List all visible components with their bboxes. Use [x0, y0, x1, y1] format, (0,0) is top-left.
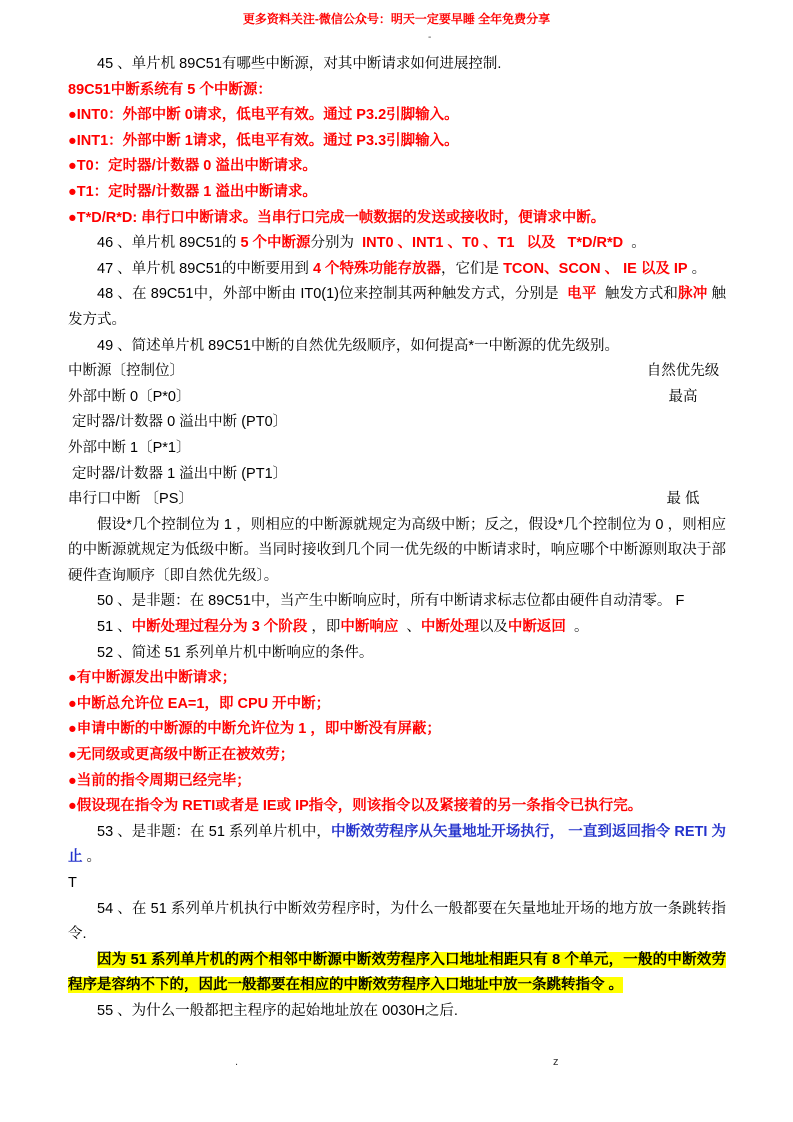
- text-segment: ●INT1：外部中断 1请求，低电平有效。通过 P3.3引脚输入。: [68, 132, 459, 149]
- answer-49-paragraph: [68, 513, 726, 590]
- text-segment: 定时器/计数器 1 溢出中断 (PT1〕: [68, 465, 288, 482]
- bullet-condition-4: [68, 743, 726, 769]
- text-segment: 46 、单片机 89C51的: [97, 235, 241, 252]
- bullet-condition-3: [68, 717, 726, 743]
- text-segment: 49 、简述单片机 89C51中断的自然优先级顺序，如何提高*一中断源的优先级别。: [97, 337, 620, 354]
- bullet-condition-5: [68, 769, 726, 795]
- text-segment: ●有中断源发出中断请求；: [68, 670, 237, 687]
- priority-level-label: 最 低: [666, 491, 700, 508]
- text-segment: 以及: [478, 619, 508, 636]
- priority-header-row: [68, 359, 726, 385]
- bullet-condition-2: [68, 692, 726, 718]
- text-segment: ●无同级或更高级中断正在被效劳；: [68, 747, 295, 764]
- bullet-condition-6: [68, 794, 726, 820]
- text-segment: ●假设现在指令为 RETI或者是 IE或 IP指令，则该指令以及紧接着的另一条指令已执行完。: [68, 798, 643, 815]
- text-segment: 5 个中断源: [240, 235, 311, 252]
- text-segment: ●T0：定时器/计数器 0 溢出中断请求。: [68, 158, 317, 175]
- text-segment: 外部中断 1〔P*1〕: [68, 439, 191, 456]
- priority-row-ext1: [68, 436, 726, 462]
- question-50: [68, 589, 726, 615]
- text-segment: 、: [398, 619, 421, 636]
- bullet-t1: [68, 180, 726, 206]
- text-segment: 中断返回: [507, 619, 566, 636]
- text-segment: ●申请中断的中断源的中断允许位为 1 ，即中断没有屏蔽；: [68, 721, 441, 738]
- text-segment: 54 、在 51 系列单片机执行中断效劳程序时，为什么一般都要在矢量地址开场的地方放一条跳转指令.: [68, 900, 726, 943]
- text-segment: 电平: [567, 286, 597, 303]
- question-47: [68, 257, 726, 283]
- text-segment: 。: [82, 849, 102, 866]
- stray-mark: -: [428, 32, 432, 43]
- bullet-int0: [68, 103, 726, 129]
- text-segment: ，即: [307, 619, 341, 636]
- question-52: [68, 641, 726, 667]
- answer-45-intro: [68, 78, 726, 104]
- question-48: [68, 282, 726, 333]
- text-segment: 分别为: [310, 235, 363, 252]
- page-header-text: 更多资料关注-微信公众号：明天一定要早睡 全年免费分享: [242, 12, 551, 26]
- text-segment: T: [68, 875, 77, 891]
- text-segment: 48 、在 89C51中，外部中断由 IT0(1)位来控制其两种触发方式，分别是: [97, 286, 568, 303]
- text-segment: 串行口中断 〔PS〕: [68, 491, 193, 508]
- text-segment: ●T1：定时器/计数器 1 溢出中断请求。: [68, 183, 317, 200]
- text-segment: 55 、为什么一般都把主程序的起始地址放在 0030H之后.: [97, 1002, 458, 1019]
- text-segment: 定时器/计数器 0 溢出中断 (PT0〕: [68, 414, 288, 431]
- bullet-int1: [68, 129, 726, 155]
- question-49: [68, 334, 726, 360]
- question-46: [68, 231, 726, 257]
- priority-row-timer1: [68, 462, 726, 488]
- priority-row-ext0: [68, 385, 726, 411]
- text-segment: 因为 51 系列单片机的两个相邻中断源中断效劳程序入口地址相距只有 8 个单元，一般的中断效劳程序是容纳不下的，因此一般都要在相应的中断效劳程序入口地址中放一条跳转指令 。: [68, 951, 726, 994]
- question-45: [68, 52, 726, 78]
- text-segment: 中断响应: [340, 619, 399, 636]
- answer-54-highlight: [68, 948, 726, 999]
- text-segment: 。: [565, 619, 589, 636]
- text-segment: 89C51中断系统有 5 个中断源：: [68, 81, 272, 98]
- text-segment: 中断效劳程序从矢量地址开场执行， 一直到返回指令 RETI 为止: [68, 823, 726, 866]
- text-segment: 4 个特殊功能存放器: [312, 260, 442, 277]
- question-54: [68, 897, 726, 948]
- document-body: [68, 52, 726, 1025]
- priority-level-label: 最高: [668, 388, 698, 405]
- bullet-txd-rxd: [68, 206, 726, 232]
- text-segment: 51 、: [97, 619, 132, 636]
- question-55: [68, 999, 726, 1025]
- text-segment: 中断处理过程分为 3 个阶段: [131, 619, 308, 636]
- text-segment: 47 、单片机 89C51的中断要用到: [97, 260, 313, 277]
- text-segment: 中断处理: [420, 619, 479, 636]
- priority-row-timer0: [68, 410, 726, 436]
- text-segment: 假设*几个控制位为 1 ，则相应的中断源就规定为高级中断；反之，假设*几个控制位为 0 ，则相应的中断源就规定为低级中断。当同时接收到几个同一优先级的中断请求时，响应哪个中断源则取决于部硬件查询顺序〔即自然优先级〕。: [68, 516, 726, 584]
- text-segment: 触发方式。: [68, 286, 727, 328]
- text-segment: ，它们是: [441, 260, 504, 277]
- text-segment: TCON、SCON 、 IE 以及 IP: [503, 260, 688, 277]
- text-segment: 触发方式和: [596, 286, 679, 303]
- priority-level-label: 自然优先级: [646, 363, 720, 380]
- text-segment: 45 、单片机 89C51有哪些中断源，对其中断请求如何进展控制.: [97, 56, 502, 72]
- text-segment: 53 、是非题：在 51 系列单片机中，: [97, 823, 331, 840]
- footer-dot: .: [235, 1056, 239, 1068]
- text-segment: 脉冲: [678, 286, 708, 303]
- text-segment: 外部中断 0〔P*0〕: [68, 388, 191, 405]
- text-segment: ●中断总允许位 EA=1，即 CPU 开中断；: [68, 695, 331, 712]
- text-segment: 52 、简述 51 系列单片机中断响应的条件。: [97, 644, 374, 661]
- question-53: [68, 820, 726, 871]
- text-segment: INT0 、INT1 、T0 、T1 以及 T*D/R*D: [362, 235, 624, 252]
- bullet-condition-1: [68, 666, 726, 692]
- priority-row-serial: [68, 487, 726, 513]
- text-segment: ●INT0：外部中断 0请求，低电平有效。通过 P3.2引脚输入。: [68, 107, 459, 124]
- text-segment: 。: [687, 260, 707, 277]
- footer-page-mark: z: [553, 1056, 559, 1068]
- question-51: [68, 615, 726, 641]
- text-segment: 中断源〔控制位〕: [68, 363, 184, 380]
- text-segment: 50 、是非题：在 89C51中，当产生中断响应时，所有中断请求标志位都由硬件自动清零。 F: [97, 593, 685, 610]
- text-segment: 。: [623, 235, 646, 252]
- bullet-t0: [68, 154, 726, 180]
- answer-53-true: [68, 871, 726, 897]
- text-segment: ●T*D/R*D: 串行口中断请求。当串行口完成一帧数据的发送或接收时，便请求中断。: [68, 209, 606, 226]
- text-segment: ●当前的指令周期已经完毕；: [68, 772, 251, 789]
